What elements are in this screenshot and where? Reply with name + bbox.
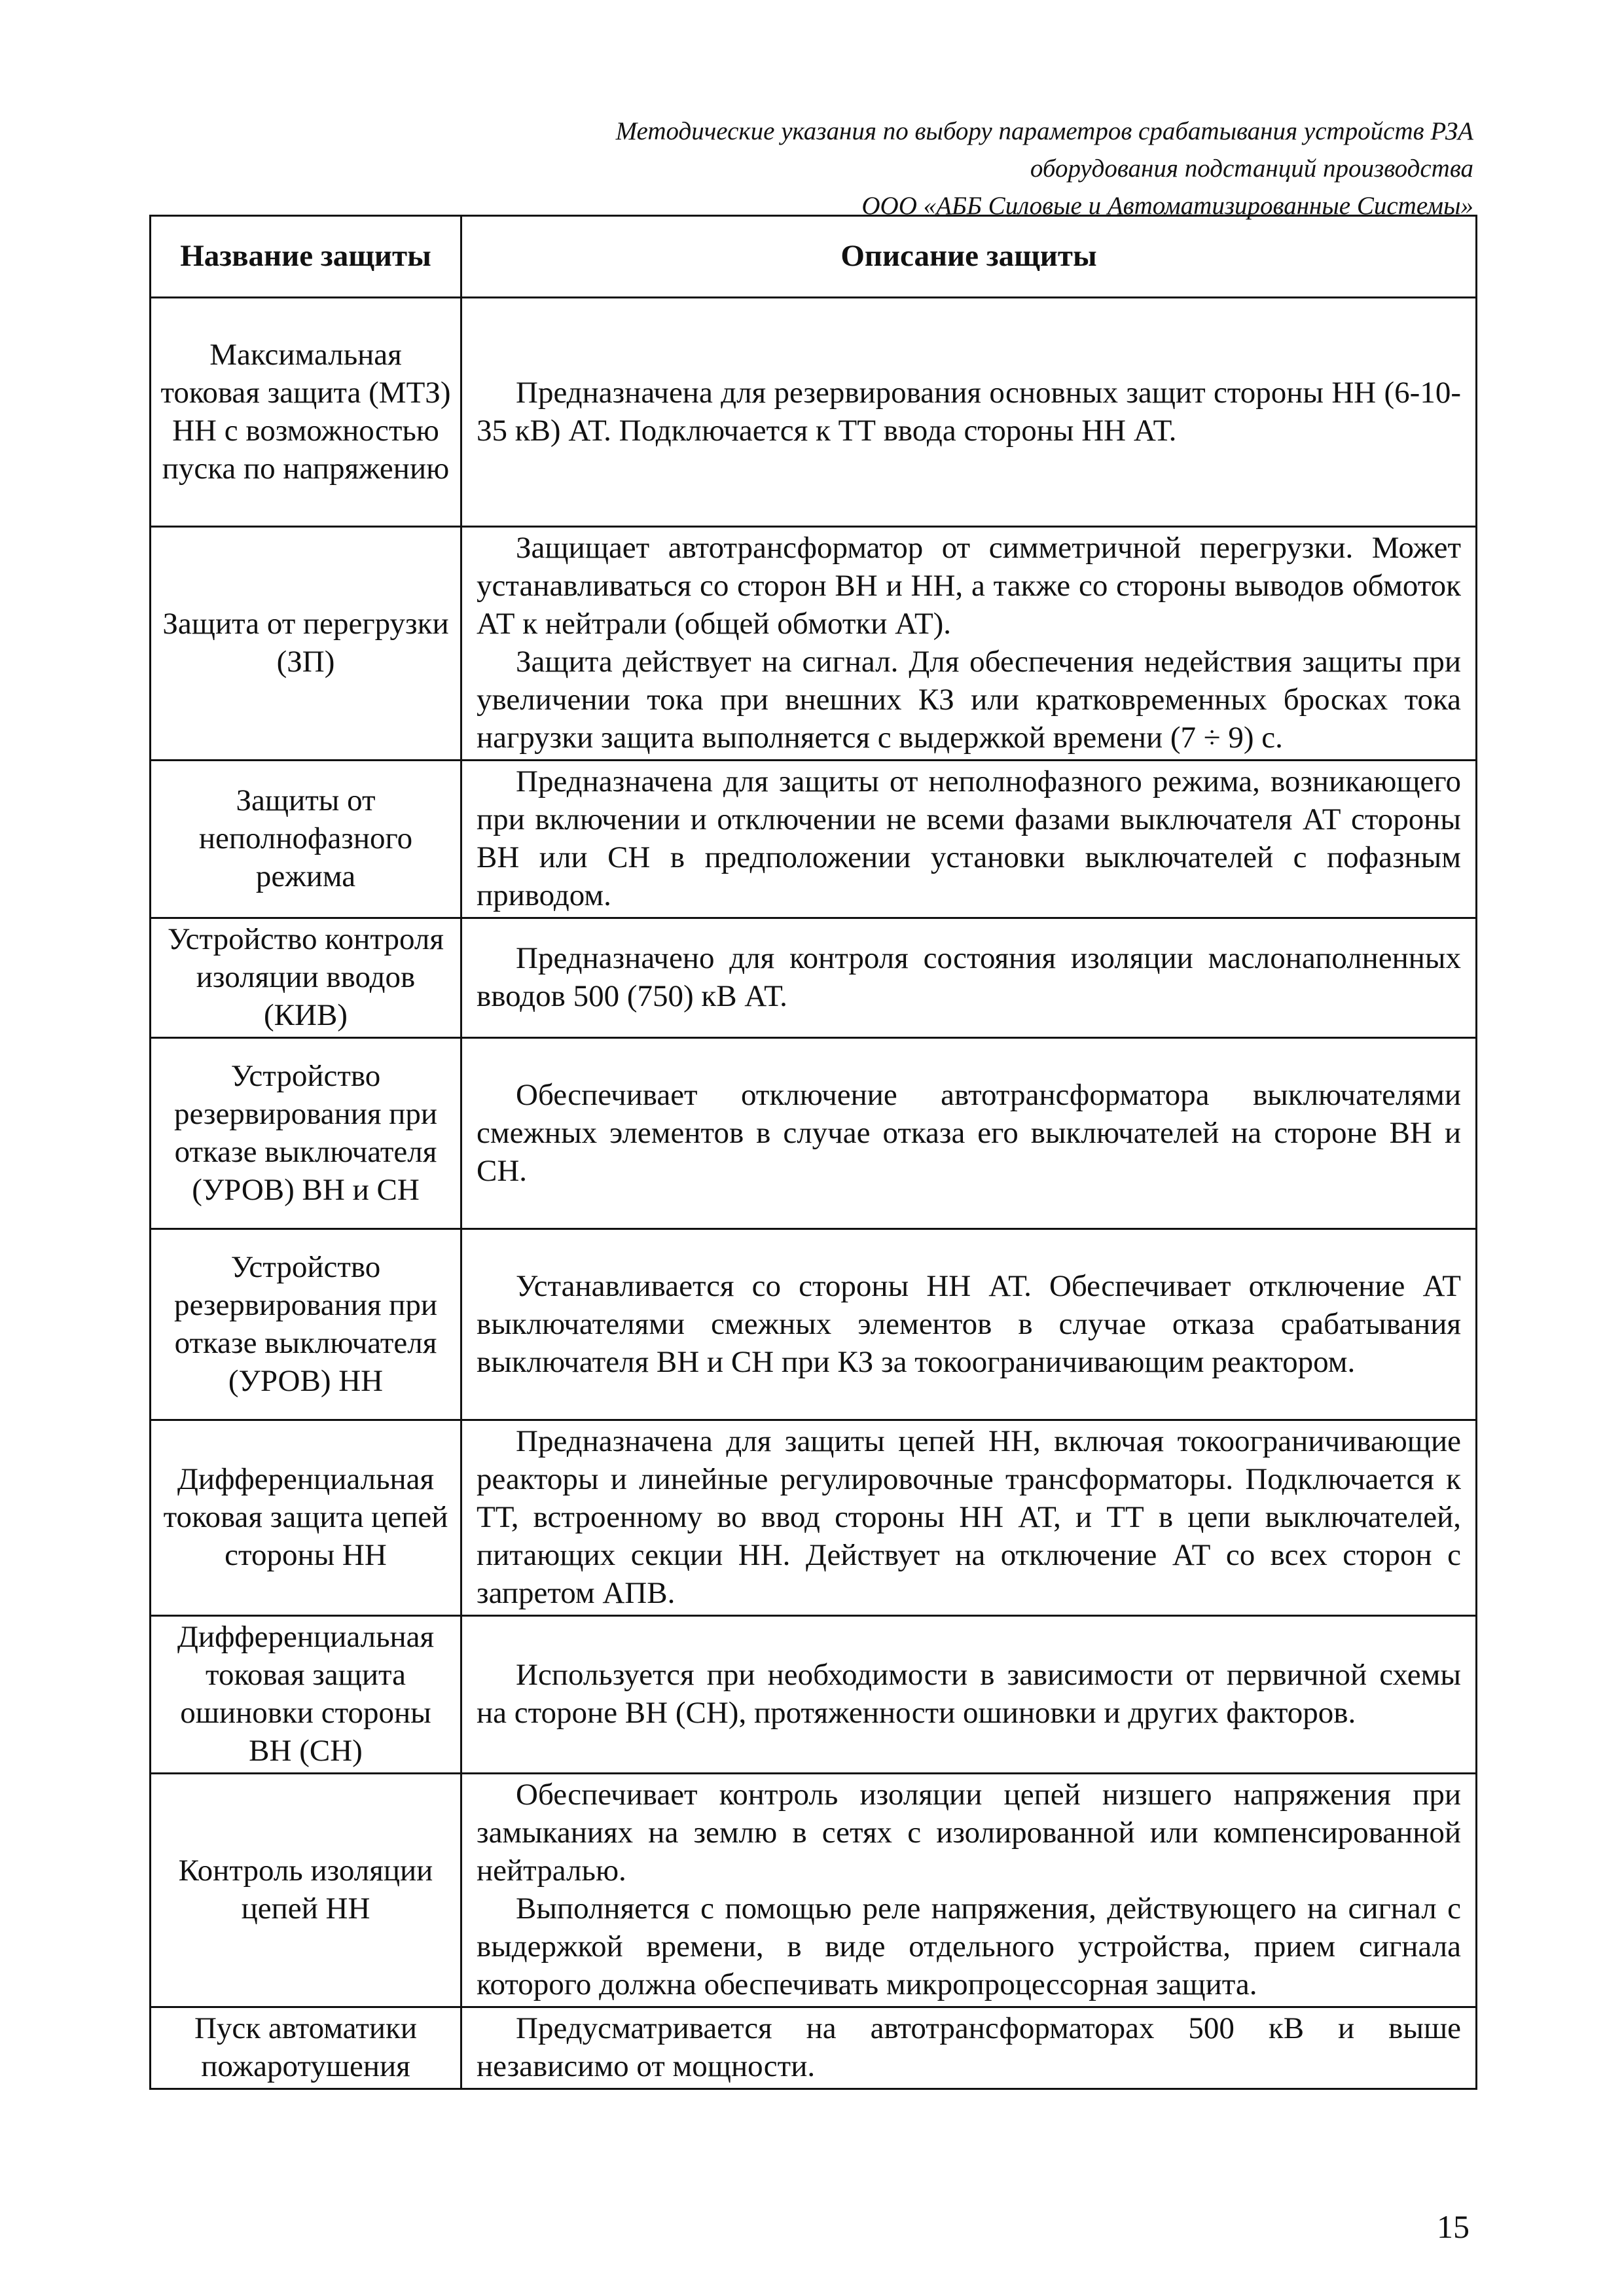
description-paragraph: Используется при необходимости в зависимости от первичной схемы на стороне ВН (СН), протяженности ошиновки и других факторов.	[477, 1658, 1461, 1730]
header-line-3: ООО «АББ Силовые и Автоматизированные Системы»	[861, 192, 1473, 220]
table-row	[151, 1420, 1477, 1616]
protection-name-cell: Пуск автоматики пожаротушения	[151, 2007, 461, 2089]
page-number: 15	[1437, 2208, 1470, 2245]
protection-name-cell: Устройство резервирования при отказе выключателя (УРОВ) НН	[151, 1229, 461, 1420]
description-paragraph: Защищает автотрансформатор от симметричной перегрузки. Может устанавливаться со сторон ВН и НН, а также со стороны выводов обмоток АТ к нейтрали (общей обмотки АТ).	[477, 531, 1461, 641]
protection-name-cell: Устройство резервирования при отказе выключателя (УРОВ) ВН и СН	[151, 1038, 461, 1229]
protection-description-cell	[461, 1229, 1477, 1420]
protection-table	[149, 215, 1477, 2090]
description-paragraph: Выполняется с помощью реле напряжения, действующего на сигнал с выдержкой времени, в виде отдельного устройства, прием сигнала которого должна обеспечивать микропроцессорная защита.	[477, 1892, 1461, 2001]
description-paragraph: Предназначена для защиты цепей НН, включая токоограничивающие реакторы и линейные регулировочные трансформаторы. Подключается к ТТ, встроенному во ввод стороны НН АТ, и ТТ в цепи выключателей, питающих секции НН. Действует на отключение АТ со всех сторон с запретом АПВ.	[477, 1424, 1461, 1610]
description-paragraph: Защита действует на сигнал. Для обеспечения недействия защиты при увеличении тока при внешних КЗ или кратковременных бросках тока нагрузки защита выполняется с выдержкой времени (7 ÷ 9) с.	[477, 645, 1461, 755]
table-header-row	[151, 216, 1477, 298]
description-paragraph: Предназначена для резервирования основных защит стороны НН (6-10-35 кВ) АТ. Подключается к ТТ ввода стороны НН АТ.	[477, 375, 1461, 448]
description-paragraph: Предусматривается на автотрансформаторах 500 кВ и выше независимо от мощности.	[477, 2011, 1461, 2083]
protection-name-cell: Дифференциальная токовая защита цепей стороны НН	[151, 1420, 461, 1616]
description-paragraph: Обеспечивает отключение автотрансформатора выключателями смежных элементов в случае отказа его выключателей на стороне ВН и СН.	[477, 1077, 1461, 1188]
protection-name-cell: Защиты от неполнофазного режима	[151, 761, 461, 918]
column-header-description: Описание защиты	[461, 216, 1477, 298]
protection-description-cell	[461, 1616, 1477, 1774]
protection-description-cell	[461, 1038, 1477, 1229]
table-row	[151, 761, 1477, 918]
description-paragraph: Предназначено для контроля состояния изоляции маслонаполненных вводов 500 (750) кВ АТ.	[477, 941, 1461, 1013]
table-row	[151, 1038, 1477, 1229]
description-paragraph: Обеспечивает контроль изоляции цепей низшего напряжения при замыканиях на землю в сетях с изолированной или компенсированной нейтралью.	[477, 1778, 1461, 1888]
protection-description-cell	[461, 527, 1477, 761]
protection-description-cell	[461, 761, 1477, 918]
table-row	[151, 1774, 1477, 2007]
protection-description-cell	[461, 918, 1477, 1038]
table-row	[151, 298, 1477, 527]
table-row	[151, 527, 1477, 761]
protection-name-cell: Защита от перегрузки (ЗП)	[151, 527, 461, 761]
running-header	[361, 113, 1473, 224]
table-row	[151, 1229, 1477, 1420]
protection-name-cell: Максимальная токовая защита (МТЗ) НН с возможностью пуска по напряжению	[151, 298, 461, 527]
table-row	[151, 1616, 1477, 1774]
header-line-1: Методические указания по выбору параметров срабатывания устройств РЗА	[615, 117, 1473, 145]
protection-name-cell: Устройство контроля изоляции вводов (КИВ)	[151, 918, 461, 1038]
protection-description-cell	[461, 1774, 1477, 2007]
protection-description-cell	[461, 298, 1477, 527]
header-line-2: оборудования подстанций производства	[1030, 154, 1473, 183]
protection-description-cell	[461, 1420, 1477, 1616]
description-paragraph: Предназначена для защиты от неполнофазного режима, возникающего при включении и отключении не всеми фазами выключателя АТ стороны ВН или СН в предположении установки выключателей с пофазным приводом.	[477, 764, 1461, 912]
protection-name-cell: Контроль изоляции цепей НН	[151, 1774, 461, 2007]
table-row	[151, 2007, 1477, 2089]
protection-description-cell	[461, 2007, 1477, 2089]
column-header-name: Название защиты	[151, 216, 461, 298]
protection-name-cell: Дифференциальная токовая защита ошиновки стороны ВН (СН)	[151, 1616, 461, 1774]
table-row	[151, 918, 1477, 1038]
description-paragraph: Устанавливается со стороны НН АТ. Обеспечивает отключение АТ выключателями смежных элементов в случае отказа срабатывания выключателя ВН и СН при КЗ за токоограничивающим реактором.	[477, 1268, 1461, 1379]
